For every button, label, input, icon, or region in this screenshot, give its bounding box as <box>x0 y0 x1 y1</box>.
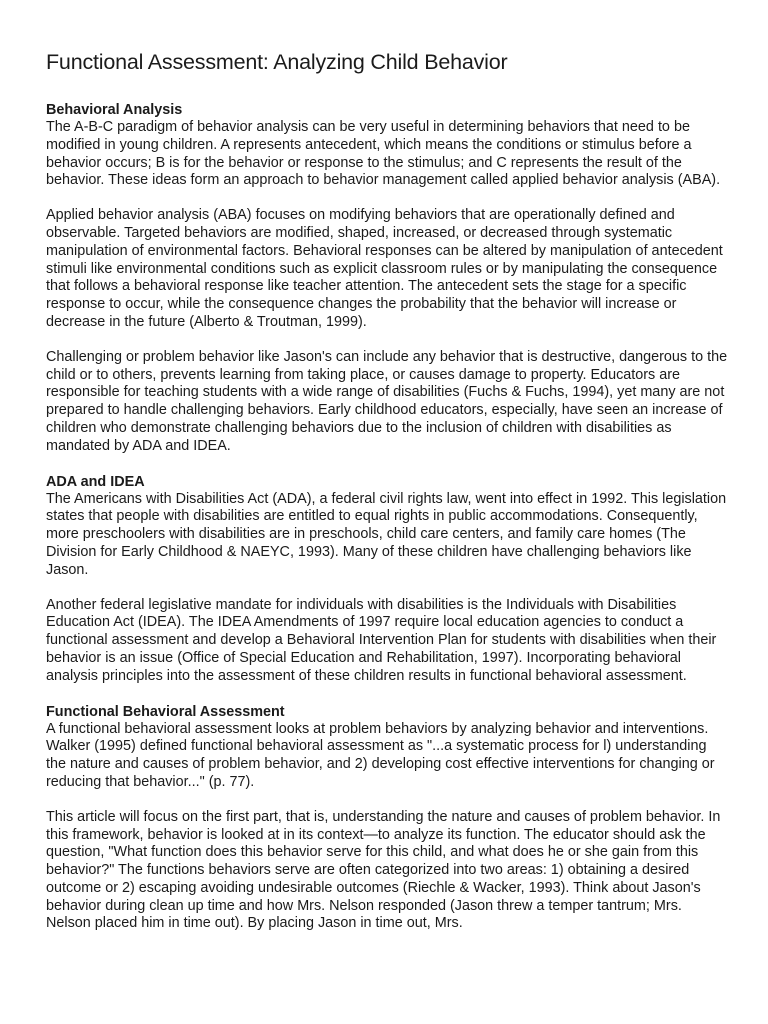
paragraph: Challenging or problem behavior like Jason's can include any behavior that is destructive, dangerous to the child or to others, prevents learning from taking place, or causes damage to property. Educators are responsible for teaching students with a wide range of disabilities (Fuchs & Fuchs, 1994), yet many are not prepared to handle challenging behaviors. Early childhood educators, especially, have seen an increase of children who demonstrate challenging behaviors due to the inclusion of children with disabilities as mandated by ADA and IDEA. <box>46 348 728 454</box>
paragraph: This article will focus on the first part, that is, understanding the nature and causes of problem behavior. In this framework, behavior is looked at in its context—to analyze its function. The educator should ask the question, "What function does this behavior serve for this child, and what does he or she gain from this behavior?" The functions behaviors serve are often categorized into two areas: 1) obtaining a desired outcome or 2) escaping avoiding undesirable outcomes (Riechle & Wacker, 1993). Think about Jason's behavior during clean up time and how Mrs. Nelson responded (Jason threw a temper tantrum; Mrs. Nelson placed him in time out). By placing Jason in time out, Mrs. <box>46 808 721 932</box>
section-behavioral-analysis <box>46 101 730 456</box>
paragraph: The Americans with Disabilities Act (ADA), a federal civil rights law, went into effect in 1992. This legislation states that people with disabilities are entitled to equal rights in public accommodations. Consequently, more preschoolers with disabilities are in preschools, child care centers, and family care homes (The Division for Early Childhood & NAEYC, 1993). Many of these children have challenging behaviors like Jason. <box>46 490 727 578</box>
section-heading: Functional Behavioral Assessment <box>46 703 285 720</box>
paragraph: Another federal legislative mandate for individuals with disabilities is the Individuals with Disabilities Education Act (IDEA). The IDEA Amendments of 1997 require local education agencies to conduct a functional assessment and develop a Behavioral Intervention Plan for students with disabilities when their behavior is an issue (Office of Special Education and Rehabilitation, 1997). Incorporating behavioral analysis principles into the assessment of these children results in functional behavioral assessment. <box>46 596 717 684</box>
paragraph: Applied behavior analysis (ABA) focuses on modifying behaviors that are operationally defined and observable. Targeted behaviors are modified, shaped, increased, or decreased through systematic manipulation of environmental factors. Behavioral responses can be altered by manipulation of antecedent stimuli like environmental conditions such as explicit classroom rules or by manipulating the consequence that follows a behavioral response like teacher attention. The antecedent sets the stage for a specific response to occur, while the consequence changes the probability that the behavior will increase or decrease in the future (Alberto & Troutman, 1999). <box>46 207 723 330</box>
paragraph: A functional behavioral assessment looks at problem behaviors by analyzing behavior and interventions. Walker (1995) defined functional behavioral assessment as "...a systematic process for l) understanding the nature and causes of problem behavior, and 2) developing cost effective interventions for changing or reducing that behavior..." (p. 77). <box>46 720 715 790</box>
section-heading: ADA and IDEA <box>46 473 145 490</box>
section-ada-and-idea <box>46 473 730 686</box>
document-title: Functional Assessment: Analyzing Child Behavior <box>46 50 508 74</box>
paragraph: The A-B-C paradigm of behavior analysis can be very useful in determining behaviors that need to be modified in young children. A represents antecedent, which means the conditions or stimulus before a behavior occurs; B is for the behavior or response to the stimulus; and C represents the result of the behavior. These ideas form an approach to behavior management called applied behavior analysis (ABA). <box>46 119 721 189</box>
section-heading: Behavioral Analysis <box>46 102 183 118</box>
section-functional-behavioral-assessment <box>46 703 730 934</box>
